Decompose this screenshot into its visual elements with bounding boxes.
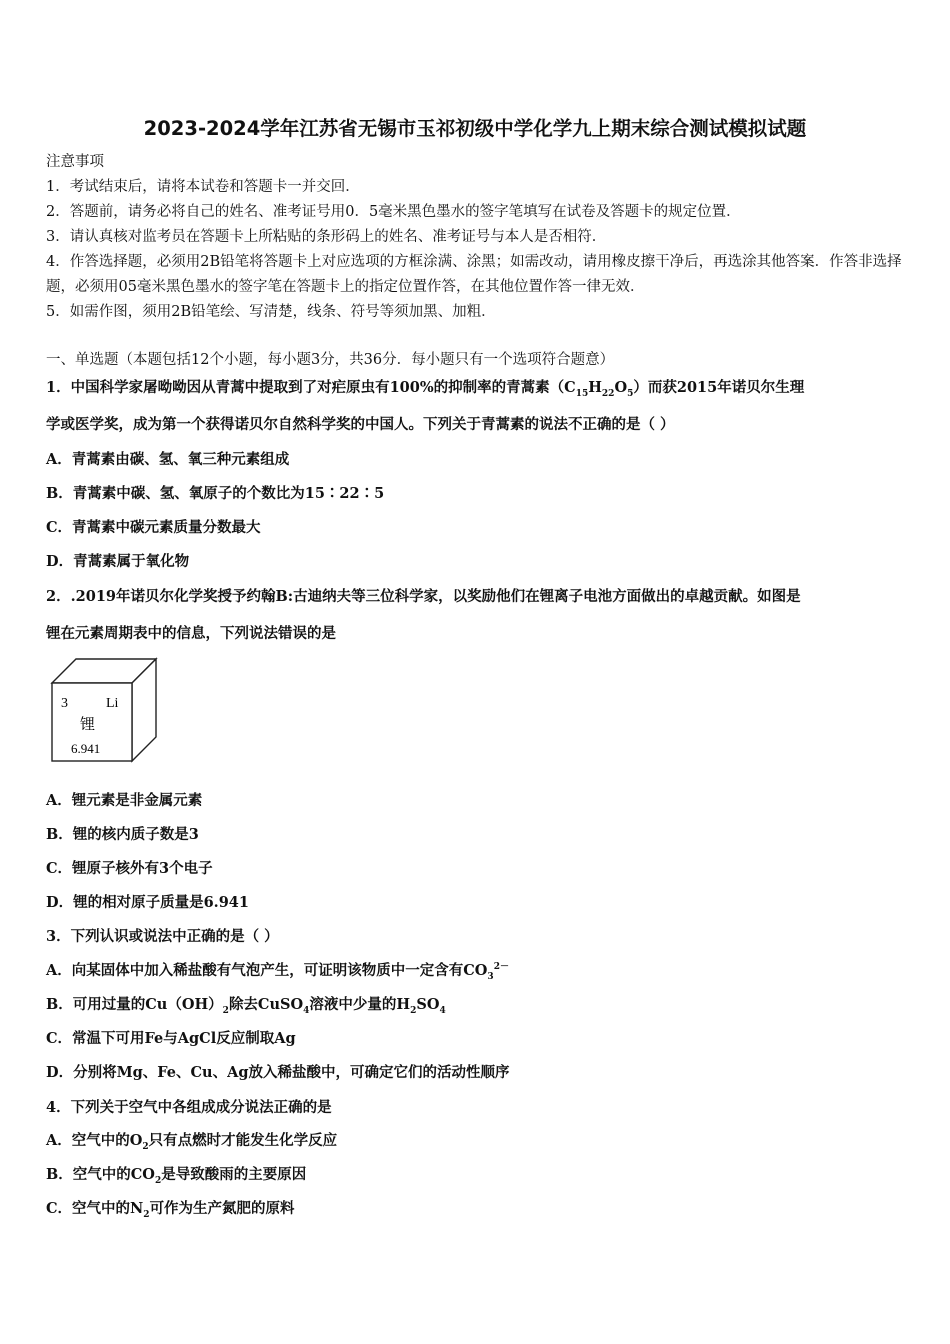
- q3-option-d: D．分别将Mg、Fe、Cu、Ag放入稀盐酸中，可确定它们的活动性顺序: [46, 1064, 510, 1081]
- q3-option-b: B．可用过量的$Cu(OH)_2$除去CuSO$_4$溶液中少量的$H_2SO_4$: [46, 996, 446, 1016]
- q4-option-c: C．空气中的$N_2$可作为生产氮肥的原料: [46, 1200, 295, 1220]
- q1-option-d: D．青蒿素属于氧化物: [46, 553, 190, 570]
- q4-stem: 4．下列关于空气中各组成成分说法正确的是: [46, 1099, 332, 1116]
- q1-option-b: B．青蒿素中碳、氢、氧原子的个数比为15∶22∶5: [46, 485, 385, 502]
- page-title: 2023-2024学年江苏省无锡市玉祁初级中学化学九上期末综合测试模拟试题: [143, 117, 807, 140]
- notice-item: 4．作答选择题，必须用2B铅笔将答题卡上对应选项的方框涂满、涂黑；如需改动，请用橡皮擦干净后，再选涂其他答案．作答非选择题，必须用05毫米黑色墨水的签字笔在答题卡上的指定位置作答，在其他位置作答一律无效．: [46, 254, 902, 295]
- notice-item: 1．考试结束后，请将本试卷和答题卡一并交回．: [46, 179, 360, 195]
- q2-stem-cont: 锂在元素周期表中的信息，下列说法错误的是: [46, 625, 336, 642]
- notice-item: 2．答题前，请务必将自己的姓名、准考证号用0．5毫米黑色墨水的签字笔填写在试卷及答题卡的规定位置．: [46, 204, 741, 220]
- q4-option-a: A．空气中的$O_2$只有点燃时才能发生化学反应: [46, 1132, 338, 1152]
- q1-stem-cont: 学或医学奖，成为第一个获得诺贝尔自然科学奖的中国人。下列关于青蒿素的说法不正确的是（ ）: [46, 416, 675, 433]
- element-symbol: Li: [106, 696, 119, 711]
- q3-stem: 3．下列认识或说法中正确的是（ ）: [46, 928, 279, 945]
- q1-option-c: C．青蒿素中碳元素质量分数最大: [46, 519, 261, 536]
- lithium-element-tile: [50, 657, 160, 767]
- section-heading: 一、单选题（本题包括12个小题，每小题3分，共36分．每小题只有一个选项符合题意）: [46, 352, 615, 368]
- q3-option-a: A．向某固体中加入稀盐酸有气泡产生，可证明该物质中一定含有$CO_3^{2-}$: [46, 962, 509, 982]
- notice-block: [46, 150, 916, 325]
- atomic-number: 3: [61, 696, 68, 711]
- notice-item: 5．如需作图，须用2B铅笔绘、写清楚，线条、符号等须加黑、加粗．: [46, 304, 496, 320]
- q4-option-b: B．空气中的$CO_2$是导致酸雨的主要原因: [46, 1166, 307, 1186]
- q2-stem: 2．.2019年诺贝尔化学奖授予约翰B:古迪纳夫等三位科学家，以奖励他们在锂离子电池方面做出的卓越贡献。如图是: [46, 588, 801, 605]
- notice-item: 3．请认真核对监考员在答题卡上所粘贴的条形码上的姓名、准考证号与本人是否相符．: [46, 229, 607, 245]
- q2-option-d: D．锂的相对原子质量是6.941: [46, 894, 249, 911]
- q3-option-c: C．常温下可用Fe与AgCl反应制取Ag: [46, 1030, 296, 1047]
- q2-option-c: C．锂原子核外有3个电子: [46, 860, 213, 877]
- q2-option-a: A．锂元素是非金属元素: [46, 792, 203, 809]
- notice-heading: 注意事项: [46, 154, 104, 170]
- q1-stem: 1．中国科学家屠呦呦因从青蒿中提取到了对疟原虫有100%的抑制率的青蒿素$(C_{15}H_{22}O_5)$而获2015年诺贝尔生理: [46, 379, 805, 399]
- element-name: 锂: [80, 715, 96, 733]
- atomic-mass: 6.941: [71, 741, 101, 756]
- q1-option-a: A．青蒿素由碳、氢、氧三种元素组成: [46, 451, 290, 468]
- q2-option-b: B．锂的核内质子数是3: [46, 826, 199, 843]
